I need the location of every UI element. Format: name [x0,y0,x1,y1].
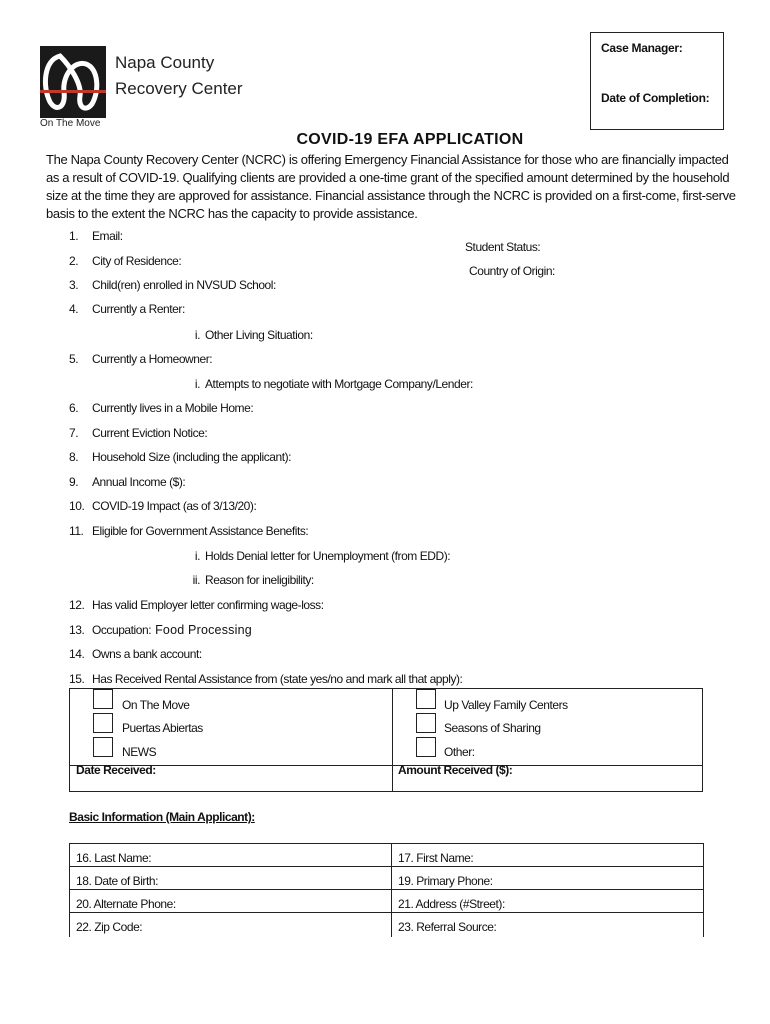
item-label: Household Size (including the applicant): [92,450,292,464]
source-label: NEWS [122,745,157,759]
item-number: 15. [69,672,85,686]
source-label: Puertas Abiertas [122,721,203,735]
subitem-number: ii. [192,573,200,587]
source-label: On The Move [122,698,190,712]
date-received-label[interactable]: Date Received: [76,763,156,777]
item-label: Currently a Homeowner: [92,352,213,366]
field-last-name[interactable]: 16. Last Name: [70,844,392,866]
item-number: 7. [69,426,79,440]
item-label: Owns a bank account: [92,647,202,661]
page-title: COVID-19 EFA APPLICATION [296,131,524,148]
table-row [70,844,704,867]
table-row [70,867,704,890]
item-number: 2. [69,254,79,268]
table-row [70,913,704,937]
field-student-status[interactable]: Student Status: [465,240,541,254]
occupation-value: Food Processing [155,623,252,637]
subitem-label: Reason for ineligibility: [205,573,314,587]
field-first-name[interactable]: 17. First Name: [392,844,704,866]
item-label: Eligible for Government Assistance Benefits: [92,524,309,538]
subitem-label: Holds Denial letter for Unemployment (from EDD): [205,549,451,563]
org-logo [40,46,106,118]
org-tagline: On The Move [40,118,101,129]
item-number: 3. [69,278,79,292]
checkbox-up-valley-family-centers[interactable] [416,689,436,709]
amount-received-label[interactable]: Amount Received ($): [398,763,513,777]
checkbox-seasons-of-sharing[interactable] [416,713,436,733]
basic-info-heading: Basic Information (Main Applicant): [69,810,255,824]
checkbox-puertas-abiertas[interactable] [93,713,113,733]
item-label: Currently a Renter: [92,302,185,316]
item-number: 4. [69,302,79,316]
item-number: 1. [69,229,79,243]
intro-paragraph: The Napa County Recovery Center (NCRC) is offering Emergency Financial Assistance for those who are financially impacted as a result of COVID-19. Qualifying clients are provided a one-time grant of the specified amount determined by the household size at the time they are approved for assistance. Financial assistance through the NCRC is provided on a first-come, first-serve basis to the extent the NCRC has the capacity to provide assistance. [46,152,736,221]
case-manager-label: Case Manager: [601,41,683,55]
field-primary-phone[interactable]: 19. Primary Phone: [392,867,704,889]
field-country-of-origin[interactable]: Country of Origin: [469,264,555,278]
item-label: Email: [92,229,123,243]
subitem-label: Other Living Situation: [205,328,313,342]
checkbox-other[interactable] [416,737,436,757]
table-divider [70,765,702,766]
item-label: Child(ren) enrolled in NVSUD School: [92,278,276,292]
field-zip-code[interactable]: 22. Zip Code: [70,913,392,937]
source-label: Other: [444,745,475,759]
item-label: Annual Income ($): [92,475,186,489]
item-number: 8. [69,450,79,464]
checkbox-on-the-move[interactable] [93,689,113,709]
item-number: 5. [69,352,79,366]
item-label [92,623,252,637]
table-divider [392,689,393,791]
source-label: Up Valley Family Centers [444,698,568,712]
checkbox-news[interactable] [93,737,113,757]
subitem-number: i. [194,377,200,391]
field-address[interactable]: 21. Address (#Street): [392,890,704,912]
basic-info-table [69,843,704,937]
field-date-of-birth[interactable]: 18. Date of Birth: [70,867,392,889]
item-number: 13. [69,623,85,637]
field-referral-source[interactable]: 23. Referral Source: [392,913,704,937]
org-name-line2: Recovery Center [115,79,243,98]
field-alternate-phone[interactable]: 20. Alternate Phone: [70,890,392,912]
item-label: Currently lives in a Mobile Home: [92,401,254,415]
org-name [115,50,243,102]
item-number: 12. [69,598,85,612]
item-label: Has valid Employer letter confirming wage-loss: [92,598,324,612]
item-label: COVID-19 Impact (as of 3/13/20): [92,499,257,513]
item-number: 6. [69,401,79,415]
occupation-label: Occupation: [92,623,152,637]
item-label: Has Received Rental Assistance from (state yes/no and mark all that apply): [92,672,463,686]
subitem-number: i. [194,549,200,563]
item-number: 10. [69,499,85,513]
item-label: City of Residence: [92,254,182,268]
item-number: 11. [69,524,84,538]
item-number: 9. [69,475,79,489]
org-name-line1: Napa County [115,53,215,72]
item-number: 14. [69,647,85,661]
source-label: Seasons of Sharing [444,721,541,735]
date-of-completion-label: Date of Completion: [601,91,710,105]
subitem-label: Attempts to negotiate with Mortgage Company/Lender: [205,377,473,391]
rental-assistance-table [69,688,703,792]
table-row [70,890,704,913]
case-manager-box [590,32,724,130]
subitem-number: i. [194,328,200,342]
item-label: Current Eviction Notice: [92,426,208,440]
